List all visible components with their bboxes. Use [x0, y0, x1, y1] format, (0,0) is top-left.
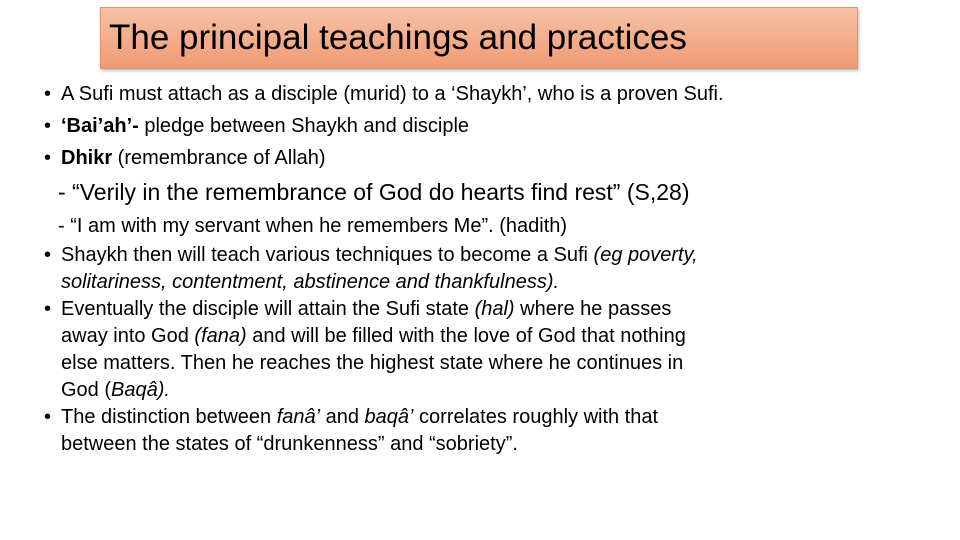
- bullet-hal: [40, 296, 940, 323]
- techniques-continuation: [40, 269, 940, 296]
- fana-word: fanâ’: [276, 406, 321, 428]
- bullet-distinction: [40, 404, 940, 431]
- quran-quote: - “Verily in the remembrance of God do hearts find rest” (S,28): [58, 179, 690, 205]
- hal-text-a: Eventually the disciple will attain the Sufi state: [61, 298, 475, 320]
- baqa-word: baqâ’: [364, 406, 414, 428]
- hal-text-b: where he passes: [514, 298, 672, 320]
- distinction-text-a: The distinction between: [61, 406, 277, 428]
- fana-term: (fana): [194, 325, 247, 347]
- fana-text-a: away into God: [61, 325, 195, 347]
- fana-text-b: and will be filled with the love of God that nothing: [246, 325, 686, 347]
- baqa-text-a: God (: [61, 379, 112, 401]
- slide-body: [40, 78, 940, 458]
- drunkenness-sobriety-line: between the states of “drunkenness” and “sobriety”.: [61, 433, 518, 455]
- baiah-text: pledge between Shaykh and disciple: [138, 115, 470, 137]
- title-box: [100, 7, 858, 69]
- baqa-line: [40, 377, 940, 404]
- bullet-dhikr: [40, 142, 940, 174]
- highest-state-line: else matters. Then he reaches the highest state where he continues in: [61, 352, 684, 374]
- slide-title: The principal teachings and practices: [109, 18, 687, 57]
- fana-line: [40, 323, 940, 350]
- techniques-list: solitariness, contentment, abstinence and thankfulness).: [61, 271, 560, 293]
- distinction-text-c: correlates roughly with that: [413, 406, 659, 428]
- baiah-term: ‘Bai’ah’-: [61, 115, 139, 137]
- bullet-techniques: [40, 242, 940, 269]
- bullet-murid: • A Sufi must attach as a disciple (murid) to a ‘Shaykh’, who is a proven Sufi.: [40, 78, 940, 110]
- bullet-baiah: [40, 110, 940, 142]
- distinction-and: and: [320, 406, 365, 428]
- techniques-text: Shaykh then will teach various techniques to become a Sufi: [61, 244, 594, 266]
- hal-term: (hal): [474, 298, 515, 320]
- hadith-quote: - “I am with my servant when he remembers Me”. (hadith): [58, 215, 568, 237]
- techniques-italic: (eg poverty,: [593, 244, 698, 266]
- dhikr-text: (remembrance of Allah): [112, 147, 326, 169]
- baqa-term: Baqâ).: [111, 379, 170, 401]
- dhikr-term: Dhikr: [61, 147, 113, 169]
